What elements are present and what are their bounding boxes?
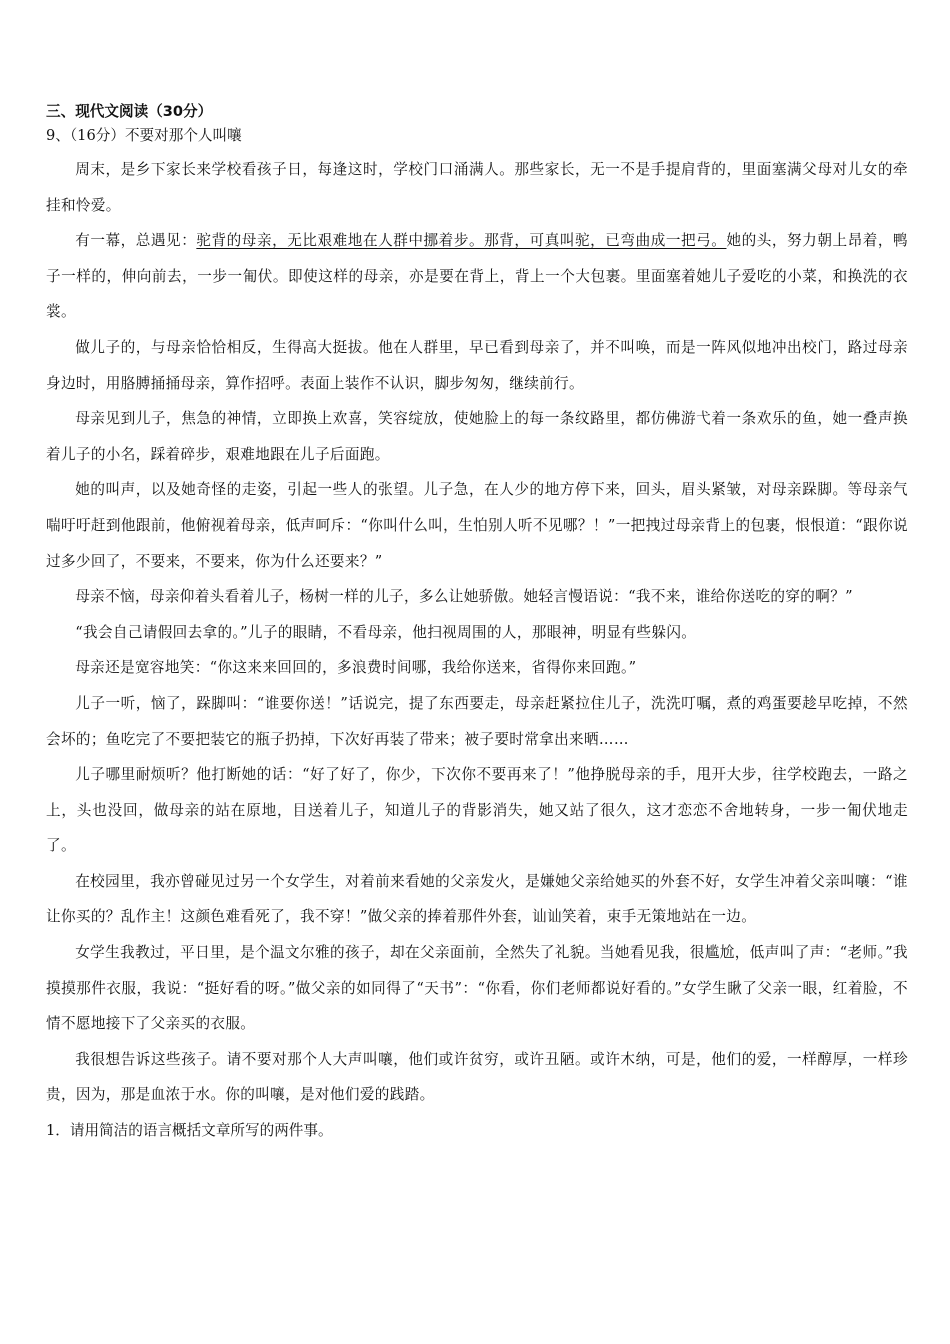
paragraph-7: “我会自己请假回去拿的。”儿子的眼睛，不看母亲，他扫视周围的人，那眼神，明显有些躲闪。	[75, 623, 697, 641]
paragraph-12: 女学生我教过，平日里，是个温文尔雅的孩子，却在父亲面前，全然失了礼貌。当她看见我，很尴尬，低声叫了声：“老师。”我摸摸那件衣服，我说：“挺好看的呀。”做父亲的如同得了“天书”：“你看，你们老师都说好看的。”女学生瞅了父亲一眼，红着脸，不情不愿地接下了父亲买的衣服。	[46, 944, 908, 1033]
passage-title: 不要对那个人叫嚷	[124, 127, 242, 144]
paragraph-13: 我很想告诉这些孩子。请不要对那个人大声叫嚷，他们或许贫穷，或许丑陋。或许木纳，可是，他们的爱，一样醇厚，一样珍贵，因为，那是血浓于水。你的叫嚷，是对他们爱的践踏。	[46, 1050, 908, 1104]
question-number: 9、	[46, 127, 70, 144]
underlined-sentence: 驼背的母亲，无比艰难地在人群中挪着步。那背，可真叫驼，已弯曲成一把弓。	[196, 232, 727, 250]
paragraph-4: 母亲见到儿子，焦急的神情，立即换上欢喜，笑容绽放，使她脸上的每一条纹路里，都仿佛游弋着一条欢乐的鱼，她一叠声换着儿子的小名，踩着碎步，艰难地跟在儿子后面跑。	[46, 410, 908, 463]
paragraph-11: 在校园里，我亦曾碰见过另一个女学生，对着前来看她的父亲发火，是嫌她父亲给她买的外套不好，女学生冲着父亲叫嚷：“谁让你买的？乱作主！这颜色难看死了，我不穿！”做父亲的捧着那件外套，讪讪笑着，束手无策地站在一边。	[46, 872, 908, 926]
paragraph-10: 儿子哪里耐烦听？他打断她的话：“好了好了，你少，下次你不要再来了！”他挣脱母亲的手，甩开大步，往学校跑去，一路之上，头也没回，做母亲的站在原地，目送着儿子，知道儿子的背影消失，她又站了很久，这才恋恋不舍地转身，一步一匍伏地走了。	[46, 766, 908, 855]
paragraph-2-lead: 有一幕，总遇见：	[75, 232, 197, 250]
document-page	[46, 100, 908, 1149]
paragraph-9: 儿子一听，恼了，跺脚叫：“谁要你送！”话说完，提了东西要走，母亲赶紧拉住儿子，洗洗叮嘱，煮的鸡蛋要趁早吃掉，不然会坏的；鱼吃完了不要把装它的瓶子扔掉，下次好再装了带来；被子要时常拿出来晒……	[46, 694, 908, 748]
section-title: 三、现代文阅读（30分）	[46, 103, 213, 120]
passage	[46, 152, 908, 1113]
paragraph-5: 她的叫声，以及她奇怪的走姿，引起一些人的张望。儿子急，在人少的地方停下来，回头，眉头紧皱，对母亲跺脚。等母亲气喘吁吁赶到他跟前，他俯视着母亲，低声呵斥：“你叫什么叫，生怕别人听不见哪？！”一把拽过母亲背上的包裹，恨恨道：“跟你说过多少回了，不要来，不要来，你为什么还要来？”	[46, 481, 908, 570]
paragraph-8: 母亲还是宽容地笑：“你这来来回回的，多浪费时间哪，我给你送来，省得你来回跑。”	[75, 659, 637, 677]
sub-question-1: 1．请用简洁的语言概括文章所写的两件事。	[46, 1122, 333, 1140]
paragraph-6: 母亲不恼，母亲仰着头看着儿子，杨树一样的儿子，多么让她骄傲。她轻言慢语说：“我不来，谁给你送吃的穿的啊？”	[75, 588, 853, 606]
question-score: （16分）	[69, 127, 125, 144]
paragraph-2-rest: 她的头，努力朝上昂着，鸭子一样的，伸向前去，一步一匍伏。即使这样的母亲，亦是要在背上，背上一个大包裹。里面塞着她儿子爱吃的小菜，和换洗的衣裳。	[46, 232, 908, 321]
paragraph-3: 做儿子的，与母亲恰恰相反，生得高大挺拔。他在人群里，早已看到母亲了，并不叫唤，而是一阵风似地冲出校门，路过母亲身边时，用胳膊捅捅母亲，算作招呼。表面上装作不认识，脚步匆匆，继续前行。	[46, 338, 908, 392]
paragraph-2	[46, 223, 908, 330]
question-header	[46, 124, 908, 148]
paragraph-1: 周末，是乡下家长来学校看孩子日，每逢这时，学校门口涌满人。那些家长，无一不是手提肩背的，里面塞满父母对儿女的牵挂和怜爱。	[46, 161, 908, 214]
